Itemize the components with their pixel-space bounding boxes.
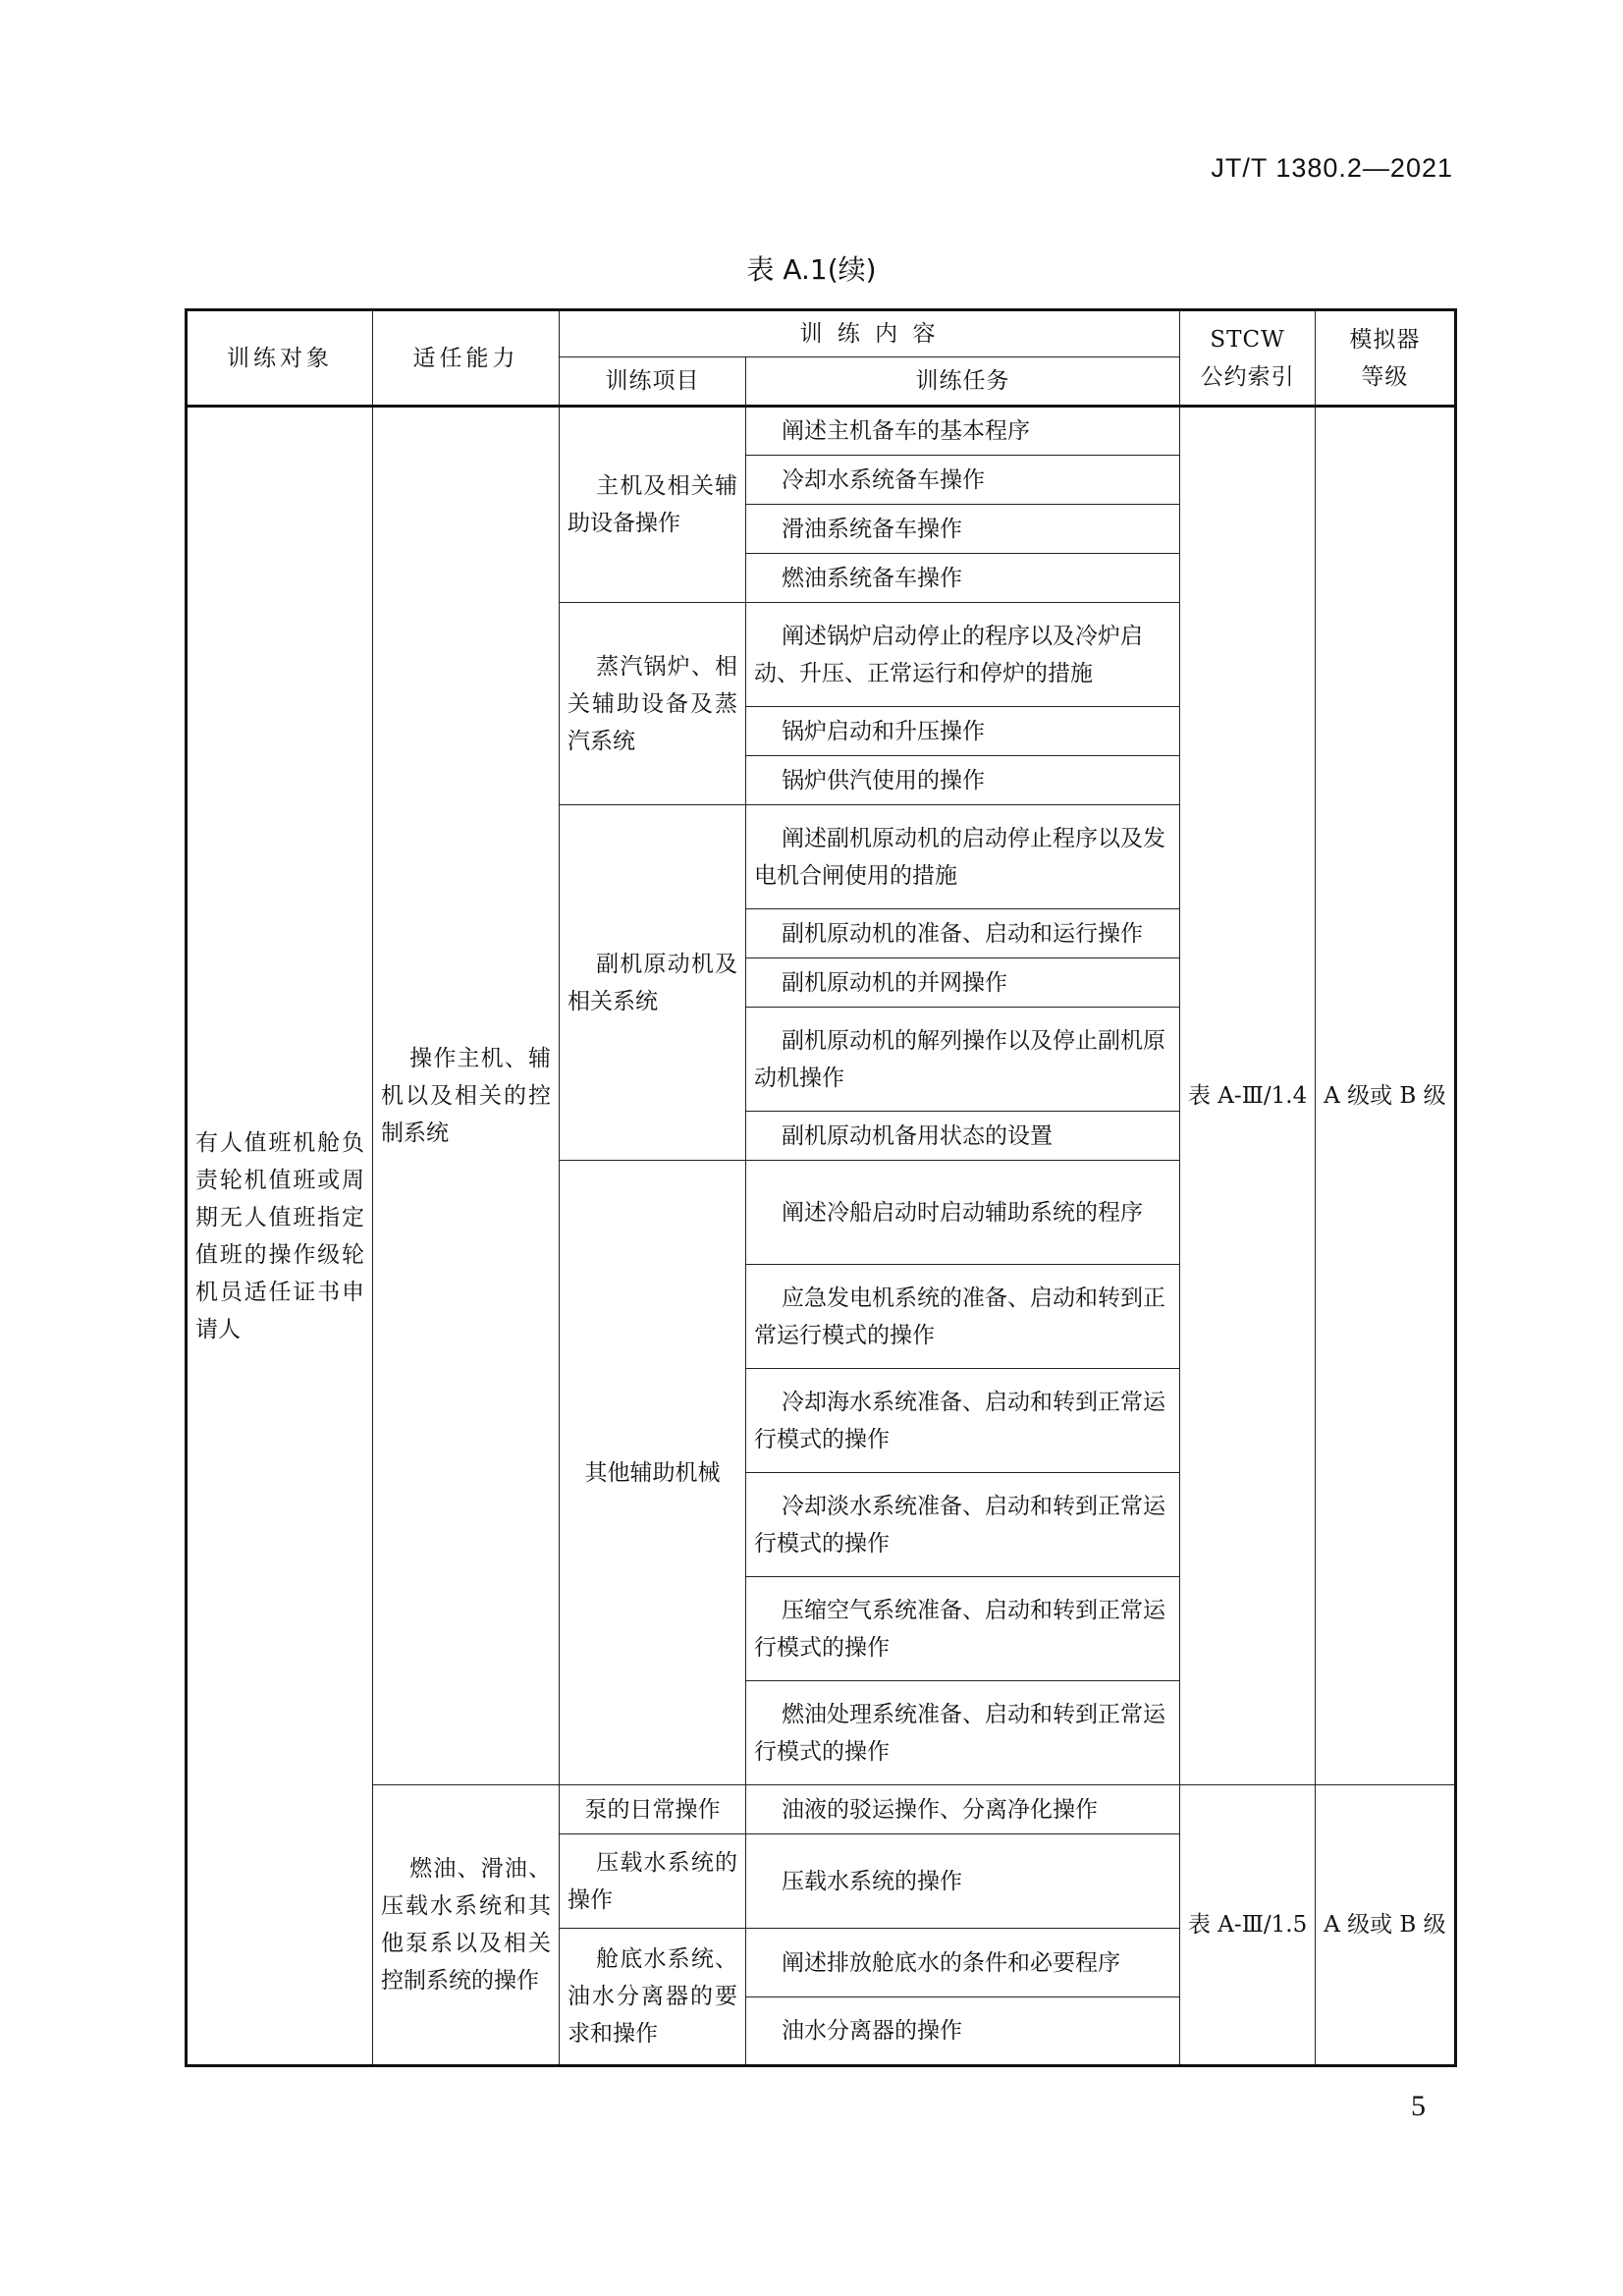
training-table	[185, 308, 1457, 2067]
task-cell	[746, 756, 1180, 805]
item-text: 压载水系统的操作	[568, 1849, 737, 1913]
task-text: 副机原动机的准备、启动和运行操作	[782, 920, 1143, 947]
task-text: 冷却水系统备车操作	[782, 466, 985, 493]
item-text: 泵的日常操作	[584, 1796, 721, 1823]
task-cell	[746, 505, 1180, 554]
stcw-reference: 表 A-Ⅲ/1.5	[1180, 1785, 1316, 2066]
capability-text: 操作主机、辅机以及相关的控制系统	[381, 1046, 551, 1146]
header-capability: 适任能力	[373, 310, 560, 407]
item-cell	[560, 603, 746, 805]
task-cell	[746, 1929, 1180, 1997]
item-text: 舱底水系统、油水分离器的要求和操作	[568, 1946, 737, 2047]
task-text: 燃油系统备车操作	[782, 565, 962, 591]
task-text: 油液的驳运操作、分离净化操作	[782, 1796, 1098, 1823]
task-text: 油水分离器的操作	[782, 2018, 962, 2044]
item-text: 副机原动机及相关系统	[568, 951, 737, 1014]
header-content: 训 练 内 容	[560, 310, 1180, 357]
task-cell	[746, 456, 1180, 505]
item-text: 蒸汽锅炉、相关辅助设备及蒸汽系统	[568, 653, 737, 754]
item-cell	[560, 407, 746, 603]
stcw-reference: 表 A-Ⅲ/1.4	[1180, 407, 1316, 1785]
training-target: 有人值班机舱负责轮机值班或周期无人值班指定值班的操作级轮机员适任证书申请人	[187, 407, 373, 2066]
capability-cell	[373, 407, 560, 1785]
standard-code: JT/T 1380.2—2021	[1211, 153, 1453, 183]
header-target: 训练对象	[187, 310, 373, 407]
item-cell	[560, 1929, 746, 2066]
task-text: 压缩空气系统准备、启动和转到正常运行模式的操作	[754, 1597, 1165, 1661]
task-text: 阐述主机备车的基本程序	[782, 418, 1030, 444]
item-cell	[560, 1785, 746, 1834]
task-cell	[746, 554, 1180, 603]
task-cell	[746, 1112, 1180, 1161]
task-cell	[746, 958, 1180, 1008]
item-cell	[560, 1834, 746, 1929]
task-cell	[746, 909, 1180, 958]
table-caption: 表 A.1(续)	[746, 253, 877, 286]
task-cell	[746, 1577, 1180, 1681]
task-cell	[746, 1369, 1180, 1473]
task-cell	[746, 1008, 1180, 1112]
task-text: 冷却淡水系统准备、启动和转到正常运行模式的操作	[754, 1493, 1165, 1557]
simulator-level: A 级或 B 级	[1316, 1785, 1455, 2066]
task-cell	[746, 1834, 1180, 1929]
task-text: 副机原动机备用状态的设置	[782, 1122, 1053, 1149]
task-cell	[746, 805, 1180, 909]
item-cell	[560, 805, 746, 1161]
item-cell	[560, 1161, 746, 1785]
header-level: 模拟器 等级	[1316, 310, 1455, 407]
task-cell	[746, 407, 1180, 456]
task-cell	[746, 1473, 1180, 1577]
item-text: 主机及相关辅助设备操作	[568, 473, 737, 536]
simulator-level: A 级或 B 级	[1316, 407, 1455, 1785]
task-text: 副机原动机的解列操作以及停止副机原动机操作	[754, 1027, 1165, 1091]
task-cell	[746, 707, 1180, 756]
task-cell	[746, 1681, 1180, 1785]
header-stcw: STCW 公约索引	[1180, 310, 1316, 407]
header-item: 训练项目	[560, 357, 746, 407]
task-text: 阐述冷船启动时启动辅助系统的程序	[782, 1199, 1143, 1226]
header-task: 训练任务	[746, 357, 1180, 407]
task-cell	[746, 1265, 1180, 1369]
task-text: 冷却海水系统准备、启动和转到正常运行模式的操作	[754, 1389, 1165, 1452]
task-text: 应急发电机系统的准备、启动和转到正常运行模式的操作	[754, 1285, 1165, 1348]
task-text: 阐述排放舱底水的条件和必要程序	[782, 1949, 1120, 1976]
capability-text: 燃油、滑油、压载水系统和其他泵系以及相关控制系统的操作	[381, 1856, 551, 1994]
task-text: 副机原动机的并网操作	[782, 969, 1007, 996]
task-cell	[746, 1161, 1180, 1265]
task-text: 阐述锅炉启动停止的程序以及冷炉启动、升压、正常运行和停炉的措施	[754, 623, 1143, 686]
task-cell	[746, 1785, 1180, 1834]
task-cell	[746, 1997, 1180, 2066]
task-text: 锅炉启动和升压操作	[782, 718, 985, 744]
page-number: 5	[1411, 2090, 1426, 2122]
task-text: 压载水系统的操作	[782, 1868, 962, 1894]
capability-cell	[373, 1785, 560, 2066]
task-text: 滑油系统备车操作	[782, 516, 962, 542]
task-text: 阐述副机原动机的启动停止程序以及发电机合闸使用的措施	[754, 825, 1165, 889]
item-text: 其他辅助机械	[584, 1459, 721, 1486]
task-text: 燃油处理系统准备、启动和转到正常运行模式的操作	[754, 1701, 1165, 1765]
task-text: 锅炉供汽使用的操作	[782, 767, 985, 793]
task-cell	[746, 603, 1180, 707]
